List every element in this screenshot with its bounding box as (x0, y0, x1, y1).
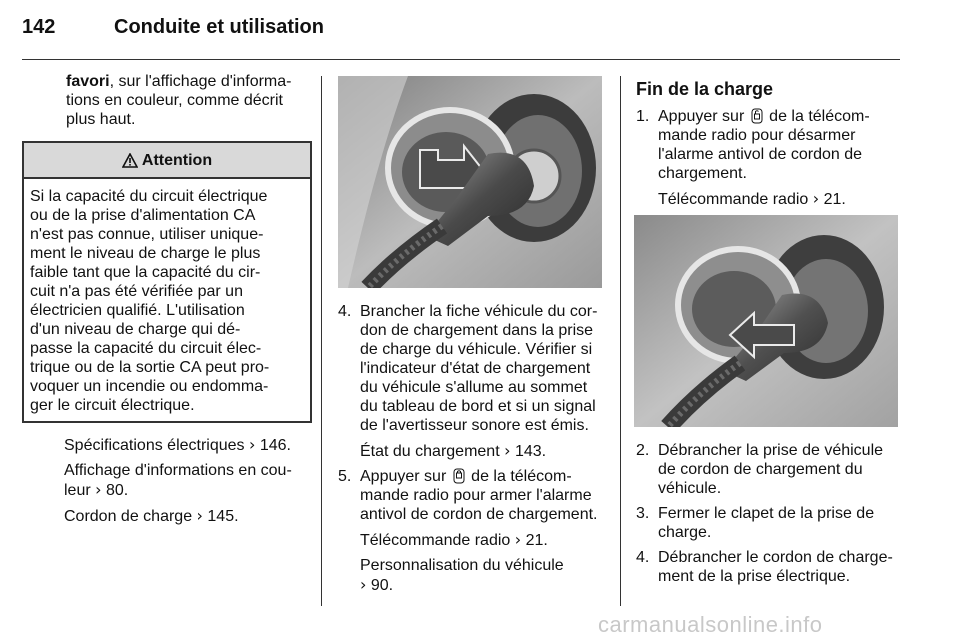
warning-line: électricien qualifié. L'utilisation (30, 302, 245, 319)
intro-paragraph (22, 72, 312, 129)
reference-arrow-icon: › (249, 435, 256, 454)
reference-arrow-icon: › (95, 480, 102, 499)
warning-line: ou de la prise d'alimentation CA (30, 207, 256, 224)
header-rule (22, 59, 900, 60)
warning-box (22, 141, 312, 423)
warning-line: ger le circuit électrique. (30, 397, 195, 414)
column-divider-left (321, 76, 322, 606)
ref-specifications[interactable]: Spécifications électriques › 146. (64, 435, 291, 454)
warning-line: trique ou de la sortie CA peut pro- (30, 359, 270, 376)
warning-title: Attention (141, 151, 213, 169)
ref-display[interactable]: Affichage d'informations en cou- leur › 80. (64, 462, 292, 499)
intro-bold: favori (66, 73, 110, 90)
warning-line: cuit n'a pas été vérifiée par un (30, 283, 243, 300)
charging-plug-photo (338, 76, 602, 288)
warning-line: passe la capacité du circuit élec- (30, 340, 262, 357)
ref-remote[interactable]: Télécommande radio › 21. (658, 189, 846, 208)
warning-line: n'est pas connue, utiliser unique- (30, 226, 264, 243)
warning-header (24, 143, 310, 179)
intro-text-1: , sur l'affichage d'informa- (109, 73, 292, 90)
step-item: 2. Débrancher la prise de véhicule de cordon de chargement du véhicule. (636, 442, 884, 497)
step-item: 1. Appuyer sur de la télécom- mande radio pour désarmer l'alarme antivol de cordon de chargement. Télécommande radio › 21. (636, 107, 904, 209)
warning-line: ment le niveau de charge le plus (30, 245, 261, 262)
left-column (22, 72, 312, 532)
warning-line: voquer un incendie ou endomma- (30, 378, 269, 395)
page-title: Conduite et utilisation (114, 16, 324, 38)
page-number: 142 (22, 16, 56, 38)
step-item: 4. Brancher la fiche véhicule du cor- don de chargement dans la prise de charge du véhicule. Vérifier si l'indicateur d'état de chargement du véhicule s'allume au sommet du tableau de bord et si un signal de l'avertisseur sonore est émis. État du chargement › 143. (338, 302, 608, 461)
ref-charge-cord[interactable]: Cordon de charge › 145. (64, 506, 239, 525)
step-item: 5. Appuyer sur de la télécom- mande radio pour armer l'alarme antivol de cordon de chargement. Télécommande radio › 21. Personnalisation du véhicule › 90. (338, 467, 608, 595)
warning-triangle-icon (122, 153, 138, 168)
steps-list (636, 441, 904, 586)
warning-body (24, 179, 310, 421)
middle-column (338, 76, 608, 601)
references (22, 435, 312, 526)
right-column (636, 80, 904, 592)
unplugging-photo (634, 215, 898, 427)
ref-personalisation[interactable]: Personnalisation du véhicule › 90. (360, 557, 564, 594)
reference-arrow-icon: › (504, 441, 511, 460)
intro-text-3: plus haut. (66, 111, 136, 128)
watermark: carmanualsonline.info (598, 612, 823, 637)
step-item: 3. Fermer le clapet de la prise de charge. (636, 505, 875, 541)
steps-list (636, 107, 904, 209)
warning-line: faible tant que la capacité du cir- (30, 264, 261, 281)
reference-arrow-icon: › (812, 189, 820, 208)
steps-list (338, 302, 608, 595)
warning-line: d'un niveau de charge qui dé- (30, 321, 241, 338)
section-title: Fin de la charge (636, 79, 774, 99)
lock-key-icon (453, 468, 465, 484)
reference-arrow-icon: › (360, 575, 367, 594)
unlock-key-icon (751, 108, 763, 124)
ref-charge-status[interactable]: État du chargement › 143. (360, 441, 547, 460)
intro-text-2: tions en couleur, comme décrit (66, 92, 283, 109)
reference-arrow-icon: › (514, 530, 522, 549)
page-header (22, 16, 324, 39)
warning-line: Si la capacité du circuit électrique (30, 188, 268, 205)
step-item: 4. Débrancher le cordon de charge- ment de la prise électrique. (636, 549, 893, 585)
column-divider-right (620, 76, 621, 606)
reference-arrow-icon: › (196, 506, 203, 525)
ref-remote[interactable]: Télécommande radio › 21. (360, 530, 548, 549)
